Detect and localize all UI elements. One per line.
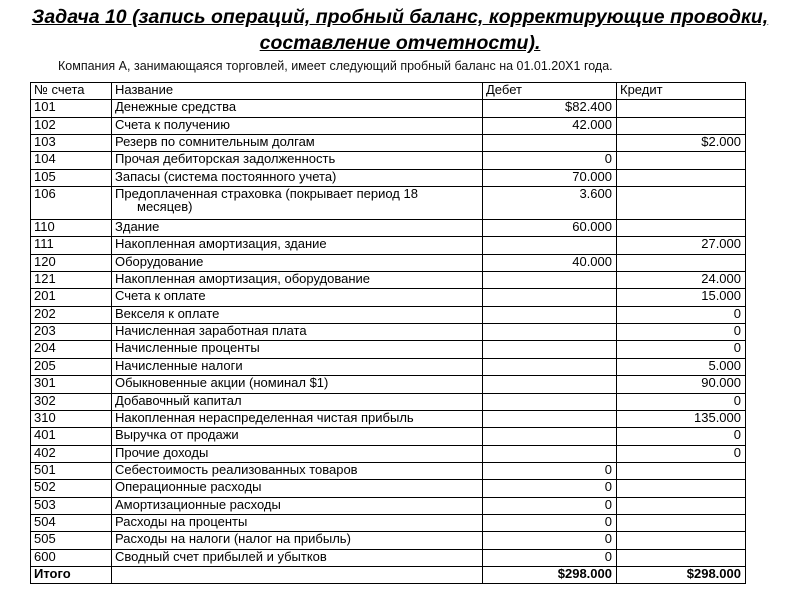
account-name: Накопленная амортизация, здание — [112, 237, 483, 254]
total-name-empty — [112, 566, 483, 583]
account-name: Выручка от продажи — [112, 428, 483, 445]
account-name: Денежные средства — [112, 100, 483, 117]
table-row — [31, 497, 746, 514]
credit-value: 0 — [617, 428, 746, 445]
credit-value: 0 — [617, 324, 746, 341]
debit-value: 0 — [483, 532, 617, 549]
account-number: 504 — [31, 514, 112, 531]
credit-value: 0 — [617, 393, 746, 410]
account-number: 202 — [31, 306, 112, 323]
table-body — [31, 100, 746, 567]
header-account: № счета — [31, 83, 112, 100]
credit-value: 0 — [617, 445, 746, 462]
debit-value: 42.000 — [483, 117, 617, 134]
account-name — [112, 187, 483, 220]
account-name: Добавочный капитал — [112, 393, 483, 410]
table-row — [31, 462, 746, 479]
debit-value — [483, 358, 617, 375]
debit-value — [483, 306, 617, 323]
credit-value: 135.000 — [617, 410, 746, 427]
credit-value: 27.000 — [617, 237, 746, 254]
account-name: Начисленные налоги — [112, 358, 483, 375]
table-row — [31, 410, 746, 427]
account-number: 502 — [31, 480, 112, 497]
table-row — [31, 220, 746, 237]
account-name: Начисленные проценты — [112, 341, 483, 358]
account-name: Резерв по сомнительным долгам — [112, 135, 483, 152]
account-number: 301 — [31, 376, 112, 393]
credit-value: 24.000 — [617, 272, 746, 289]
account-name: Прочая дебиторская задолженность — [112, 152, 483, 169]
debit-value: 0 — [483, 152, 617, 169]
table-row — [31, 306, 746, 323]
account-number: 103 — [31, 135, 112, 152]
account-number: 501 — [31, 462, 112, 479]
account-number: 205 — [31, 358, 112, 375]
credit-value — [617, 497, 746, 514]
table-row — [31, 169, 746, 186]
account-number: 106 — [31, 187, 112, 220]
table-row — [31, 445, 746, 462]
debit-value: 60.000 — [483, 220, 617, 237]
credit-value: 90.000 — [617, 376, 746, 393]
debit-value — [483, 376, 617, 393]
account-number: 101 — [31, 100, 112, 117]
credit-value — [617, 532, 746, 549]
table-row — [31, 358, 746, 375]
subtitle: Компания А, занимающаяся торговлей, имеет следующий пробный баланс на 01.01.20Х1 года. — [58, 59, 613, 73]
account-name: Здание — [112, 220, 483, 237]
account-name: Векселя к оплате — [112, 306, 483, 323]
table-row — [31, 187, 746, 220]
account-name: Расходы на проценты — [112, 514, 483, 531]
debit-value — [483, 272, 617, 289]
header-credit: Кредит — [617, 83, 746, 100]
account-number: 505 — [31, 532, 112, 549]
account-number: 402 — [31, 445, 112, 462]
account-name: Расходы на налоги (налог на прибыль) — [112, 532, 483, 549]
table-row — [31, 376, 746, 393]
account-name: Амортизационные расходы — [112, 497, 483, 514]
total-debit: $298.000 — [483, 566, 617, 583]
credit-value — [617, 254, 746, 271]
debit-value — [483, 341, 617, 358]
table-row — [31, 135, 746, 152]
credit-value — [617, 480, 746, 497]
account-name: Оборудование — [112, 254, 483, 271]
credit-value — [617, 117, 746, 134]
debit-value: $82.400 — [483, 100, 617, 117]
credit-value: $2.000 — [617, 135, 746, 152]
account-name: Прочие доходы — [112, 445, 483, 462]
account-number: 104 — [31, 152, 112, 169]
account-number: 110 — [31, 220, 112, 237]
table-row — [31, 254, 746, 271]
table-row — [31, 237, 746, 254]
trial-balance-table — [30, 82, 746, 584]
total-label: Итого — [31, 566, 112, 583]
debit-value — [483, 135, 617, 152]
account-name: Счета к получению — [112, 117, 483, 134]
account-number: 401 — [31, 428, 112, 445]
account-number: 203 — [31, 324, 112, 341]
account-name: Операционные расходы — [112, 480, 483, 497]
table-row — [31, 532, 746, 549]
table-row — [31, 152, 746, 169]
account-name-line1: Предоплаченная страховка (покрывает период 18 — [115, 186, 418, 202]
credit-value — [617, 100, 746, 117]
table-header-row — [31, 83, 746, 100]
account-number: 102 — [31, 117, 112, 134]
table-row — [31, 393, 746, 410]
credit-value — [617, 220, 746, 237]
account-number: 310 — [31, 410, 112, 427]
account-name-line2: месяцев) — [137, 199, 193, 215]
debit-value — [483, 289, 617, 306]
table-row — [31, 549, 746, 566]
account-name: Накопленная амортизация, оборудование — [112, 272, 483, 289]
debit-value: 0 — [483, 549, 617, 566]
debit-value: 70.000 — [483, 169, 617, 186]
debit-value — [483, 393, 617, 410]
total-row — [31, 566, 746, 583]
table-row — [31, 428, 746, 445]
account-number: 600 — [31, 549, 112, 566]
debit-value: 0 — [483, 497, 617, 514]
page-title: Задача 10 (запись операций, пробный баланс, корректирующие проводки, составление отчетности). — [31, 6, 769, 54]
debit-value: 0 — [483, 462, 617, 479]
credit-value: 0 — [617, 306, 746, 323]
credit-value — [617, 514, 746, 531]
credit-value: 15.000 — [617, 289, 746, 306]
debit-value: 40.000 — [483, 254, 617, 271]
table-row — [31, 514, 746, 531]
debit-value — [483, 237, 617, 254]
account-name: Начисленная заработная плата — [112, 324, 483, 341]
credit-value — [617, 152, 746, 169]
header-debit: Дебет — [483, 83, 617, 100]
account-number: 503 — [31, 497, 112, 514]
table-row — [31, 341, 746, 358]
account-name: Счета к оплате — [112, 289, 483, 306]
credit-value — [617, 549, 746, 566]
account-number: 111 — [31, 237, 112, 254]
account-name: Сводный счет прибылей и убытков — [112, 549, 483, 566]
account-number: 120 — [31, 254, 112, 271]
account-name: Запасы (система постоянного учета) — [112, 169, 483, 186]
account-number: 121 — [31, 272, 112, 289]
debit-value: 0 — [483, 514, 617, 531]
account-number: 201 — [31, 289, 112, 306]
credit-value — [617, 169, 746, 186]
table-row — [31, 100, 746, 117]
account-name: Обыкновенные акции (номинал $1) — [112, 376, 483, 393]
credit-value — [617, 462, 746, 479]
debit-value: 0 — [483, 480, 617, 497]
account-number: 105 — [31, 169, 112, 186]
header-name: Название — [112, 83, 483, 100]
total-credit: $298.000 — [617, 566, 746, 583]
account-name: Накопленная нераспределенная чистая прибыль — [112, 410, 483, 427]
debit-value — [483, 410, 617, 427]
credit-value: 0 — [617, 341, 746, 358]
table-row — [31, 324, 746, 341]
debit-value: 3.600 — [483, 187, 617, 220]
debit-value — [483, 428, 617, 445]
debit-value — [483, 324, 617, 341]
credit-value — [617, 187, 746, 220]
account-number: 204 — [31, 341, 112, 358]
debit-value — [483, 445, 617, 462]
table-row — [31, 289, 746, 306]
table-row — [31, 117, 746, 134]
table-row — [31, 272, 746, 289]
account-name: Себестоимость реализованных товаров — [112, 462, 483, 479]
table-row — [31, 480, 746, 497]
account-number: 302 — [31, 393, 112, 410]
credit-value: 5.000 — [617, 358, 746, 375]
